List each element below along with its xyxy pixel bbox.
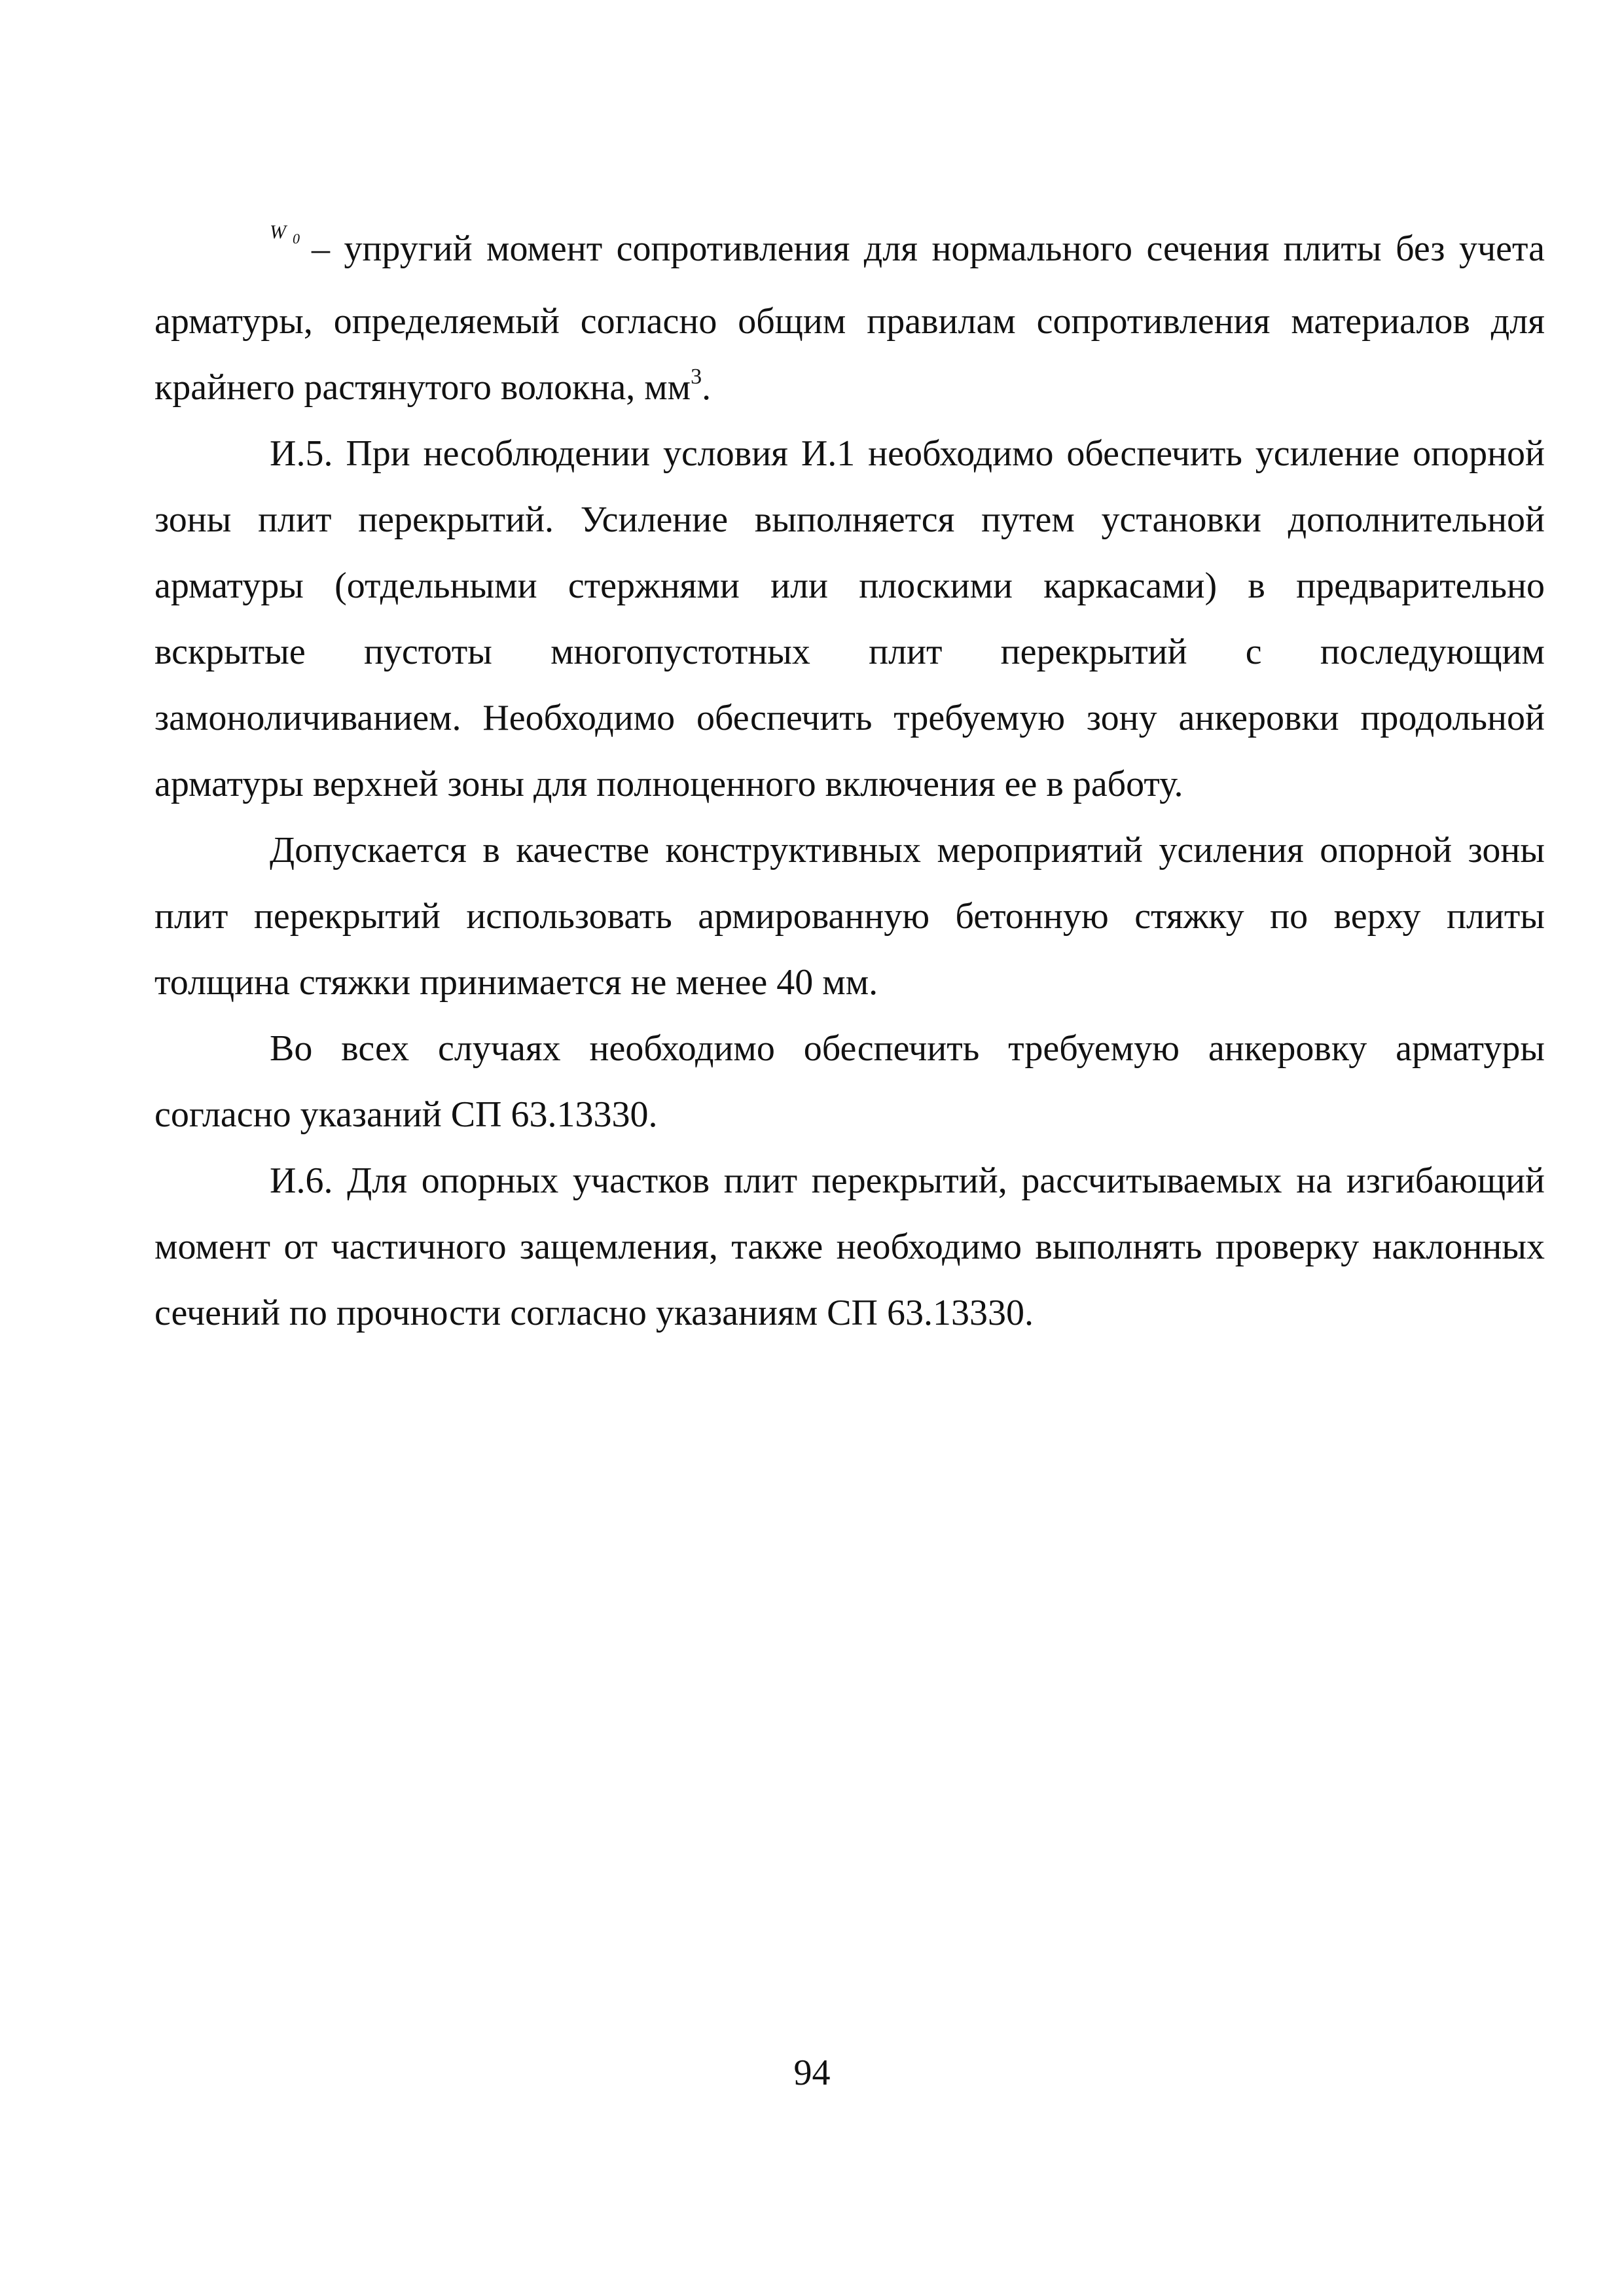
paragraph-w0-tail: . <box>702 367 712 408</box>
paragraph-allowed-measures: Допускается в качестве конструктивных мероприятий усиления опорной зоны плит перекрытий использовать армированную бетонную стяжку по верху плиты толщина стяжки принимается не менее 40 мм. <box>154 830 1545 1003</box>
paragraph-anchorage: Во всех случаях необходимо обеспечить требуемую анкеровку арматуры согласно указаний СП 63.13330. <box>154 1028 1545 1135</box>
paragraph-w0-definition <box>154 216 1545 421</box>
unit-superscript: 3 <box>691 365 702 389</box>
paragraph-i5: И.5. При несоблюдении условия И.1 необходимо обеспечить усиление опорной зоны плит перекрытий. Усиление выполняется путем установки дополнительной арматуры (отдельными стержнями или плоскими каркасами) в предварительно вскрытые пустоты многопустотных плит перекрытий с последующим замоноличиванием. Необходимо обеспечить требуемую зону анкеровки продольной арматуры верхней зоны для полноценного включения ее в работу. <box>154 433 1545 804</box>
formula-symbol-main: W <box>270 221 286 243</box>
formula-symbol-w0 <box>270 221 300 247</box>
paragraph-i6: И.6. Для опорных участков плит перекрытий, рассчитываемых на изгибающий момент от частичного защемления, также необходимо выполнять проверку наклонных сечений по прочности согласно указаниям СП 63.13330. <box>154 1160 1545 1333</box>
body-text <box>154 216 1545 1346</box>
page-number: 94 <box>793 2053 831 2093</box>
paragraph-w0-text: – упругий момент сопротивления для нормального сечения плиты без учета арматуры, определяемый согласно общим правилам сопротивления материалов для крайнего растянутого волокна, мм <box>154 228 1545 408</box>
formula-symbol-subscript: 0 <box>293 230 300 247</box>
